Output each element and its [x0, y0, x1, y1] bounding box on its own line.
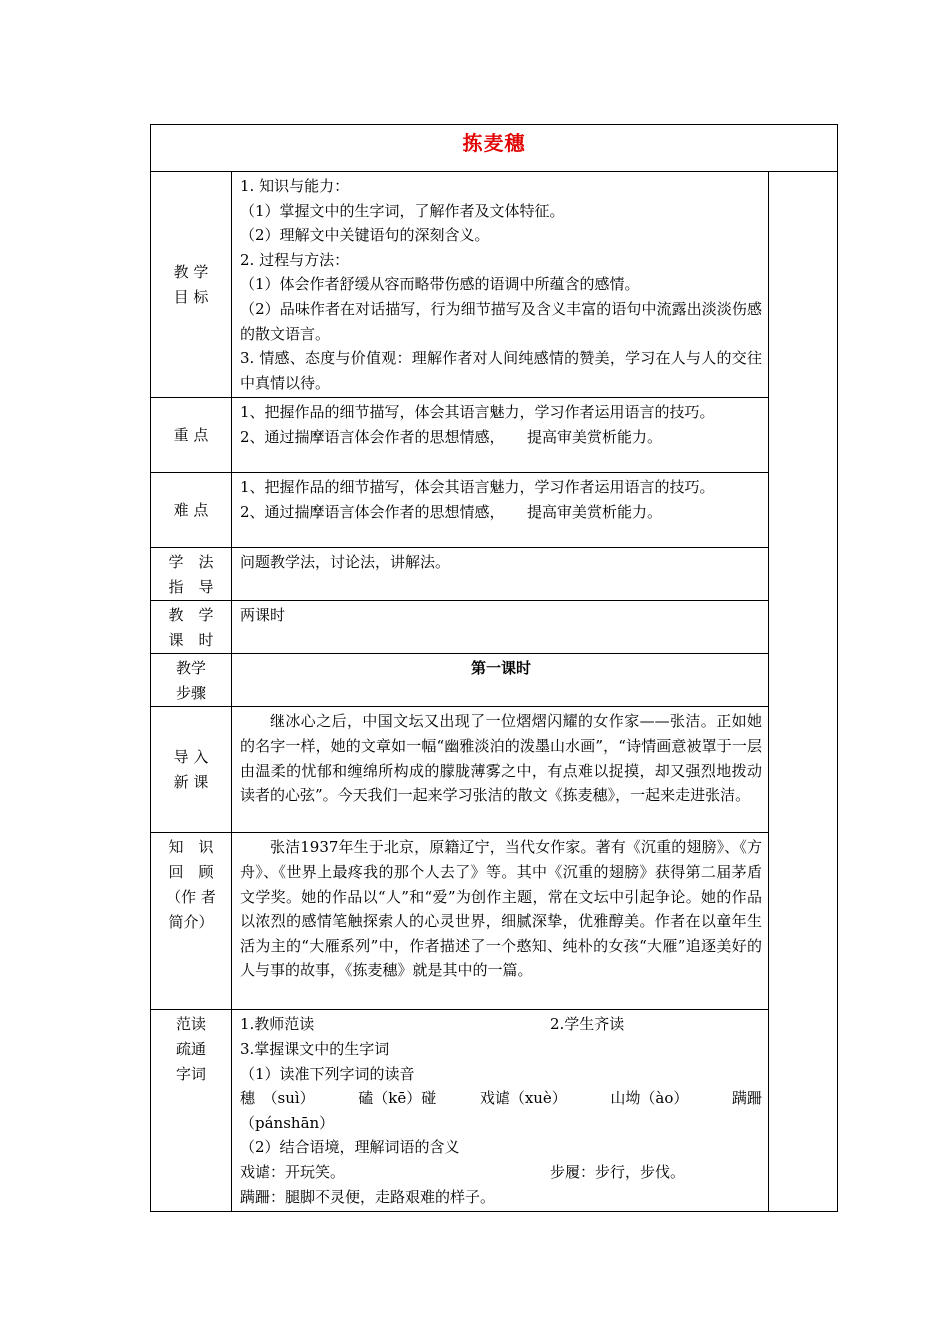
- reading-label: 范读 疏通 字词: [151, 1010, 232, 1212]
- difficult-label: 难 点: [151, 473, 232, 548]
- method-label: 学 法 指 导: [151, 548, 232, 601]
- side-column: [769, 172, 838, 1212]
- definitions-row: 戏谑：开玩笑。 步履：步行，步伐。: [240, 1162, 686, 1181]
- steps-label: 教学 步骤: [151, 654, 232, 707]
- hours-content: 两课时: [232, 601, 769, 654]
- hours-label: 教 学 课 时: [151, 601, 232, 654]
- difficult-content: 1、把握作品的细节描写，体会其语言魅力，学习作者运用语言的技巧。 2、通过揣摩语言体会作者的思想情感， 提高审美赏析能力。: [232, 473, 769, 548]
- goals-label: 教 学 目 标: [151, 172, 232, 398]
- reading-modes: 1.教师范读 2.学生齐读: [240, 1015, 625, 1034]
- page-title: 拣麦穗: [462, 131, 526, 155]
- title-cell: [151, 125, 838, 172]
- goals-content: 1. 知识与能力： （1）掌握文中的生字词，了解作者及文体特征。 （2）理解文中关键语句的深刻含义。 2. 过程与方法： （1）体会作者舒缓从容而略带伤感的语调中所蕴含的感情。 （2）品味作者在对话描写，行为细节描写及含义丰富的语句中流露出淡淡伤感的散文语言。 3. 情感、态度与价值观：理解作者对人间纯感情的赞美，学习在人与人的交往中真情以待。: [232, 172, 769, 398]
- lesson-plan-table: [150, 124, 838, 1212]
- pronunciation-list: 穗 （suì） 磕（kē）碰 戏谑（xuè） 山坳（ào） 蹒跚: [240, 1089, 762, 1108]
- review-content: 张洁1937年生于北京，原籍辽宁，当代女作家。著有《沉重的翅膀》、《方舟》、《世界上最疼我的那个人去了》等。其中《沉重的翅膀》获得第二届茅盾文学奖。她的作品以“人”和“爱”为创作主题，常在文坛中引起争论。她的作品以浓烈的感情笔触探索人的心灵世界，细腻深挚，优雅醇美。作者在以童年生活为主的“大雁系列”中，作者描述了一个憨知、纯朴的女孩“大雁”追逐美好的人与事的故事，《拣麦穗》就是其中的一篇。: [232, 833, 769, 1010]
- method-content: 问题教学法，讨论法，讲解法。: [232, 548, 769, 601]
- intro-content: 继冰心之后，中国文坛又出现了一位熠熠闪耀的女作家——张洁。正如她的名字一样，她的文章如一幅“幽雅淡泊的泼墨山水画”，“诗情画意被罩于一层由温柔的忧郁和缠绵所构成的朦胧薄雾之中，有点难以捉摸，却又强烈地拨动读者的心弦”。今天我们一起来学习张洁的散文《拣麦穗》，一起来走进张洁。: [232, 707, 769, 833]
- steps-heading: 第一课时: [232, 654, 769, 707]
- intro-label: 导 入 新 课: [151, 707, 232, 833]
- reading-content: 1.教师范读 2.学生齐读 3.掌握课文中的生字词 （1）读准下列字词的读音 穗 （suì） 磕（kē）碰 戏谑（xuè） 山坳（ào） 蹒跚 （pánshān） （2）结合语境，理解词语的含义 戏谑：开玩笑。 步履：步行，步伐。 蹒跚：腿脚不灵便，走路艰难的样子。: [232, 1010, 769, 1212]
- key-label: 重 点: [151, 398, 232, 473]
- review-label: 知 识 回 顾 （作 者 简介）: [151, 833, 232, 1010]
- key-content: 1、把握作品的细节描写，体会其语言魅力，学习作者运用语言的技巧。 2、通过揣摩语言体会作者的思想情感， 提高审美赏析能力。: [232, 398, 769, 473]
